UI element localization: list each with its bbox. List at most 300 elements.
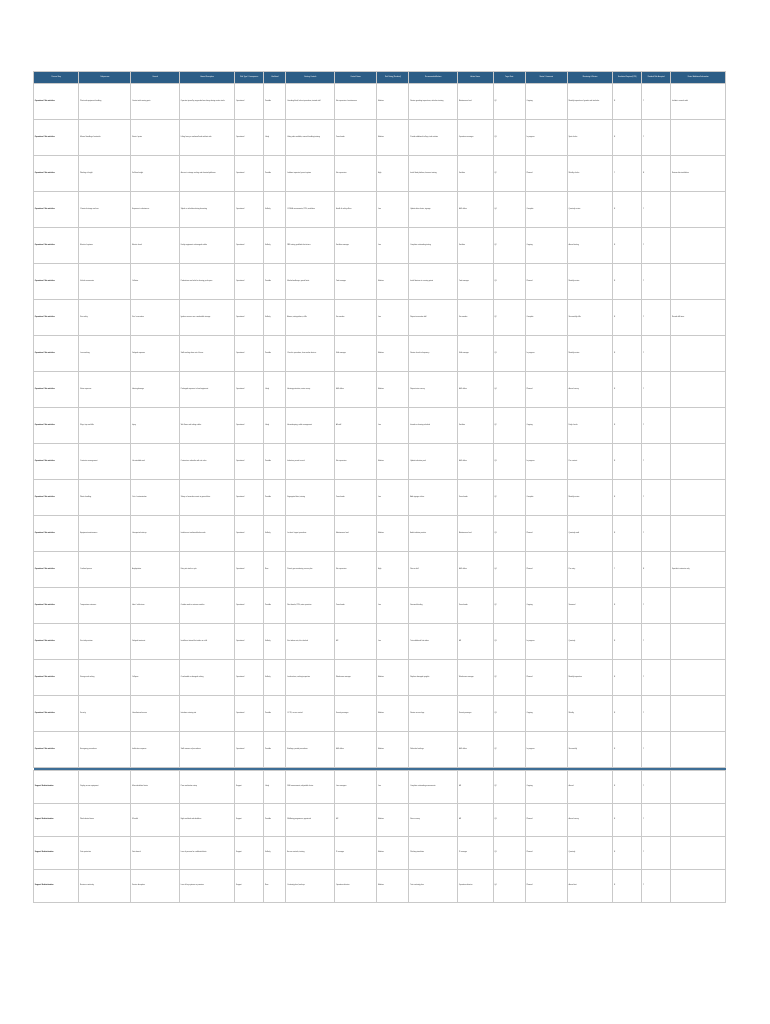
table-cell: Support / Administration [34,870,79,903]
table-cell: N [613,837,642,870]
column-header: Monitoring & Review [567,72,612,84]
table-cell: Q4 [493,192,525,228]
table-row [34,552,726,588]
table-cell: Ladders inspected; permit system [286,156,335,192]
table-cell: Wellbeing programme; appraisals [286,804,335,837]
table-cell: Annual survey [567,372,612,408]
table-cell: IT manager [335,837,377,870]
table-row [34,408,726,444]
table-cell: Install barriers at crossing points [409,264,458,300]
table-cell: Operational [235,696,264,732]
table-cell: Y [642,192,671,228]
table-cell: Ongoing [525,771,567,804]
risk-register-table [33,71,726,903]
table-cell: Planned [525,804,567,837]
table-cell: Operational [235,156,264,192]
table-cell: Data breach [131,837,180,870]
table-cell: Medium [377,120,409,156]
table-cell: Loss of key systems or premises [179,870,234,903]
table-cell: Chemical storage and use [79,192,131,228]
table-cell: Low [377,300,409,336]
table-cell: Q3 [493,837,525,870]
table-cell: Line managers [335,771,377,804]
table-cell: N [613,408,642,444]
table-cell: Medium [377,732,409,768]
table-cell: Medium [377,444,409,480]
table-cell: Weekly [567,696,612,732]
table-cell: Operational [235,84,264,120]
table-cell: Six-monthly drills [567,300,612,336]
table-cell: Ignition sources near combustible storage [179,300,234,336]
table-cell [671,264,726,300]
table-cell: N [613,870,642,903]
table-cell: Operations / Site activities [34,444,79,480]
table-cell: Operational [235,516,264,552]
table-cell: Low [377,408,409,444]
table-cell: Update induction pack [409,444,458,480]
table-cell: N [613,192,642,228]
table-cell: Q3 [493,264,525,300]
table-cell: Operational [235,264,264,300]
table-cell: Planned [525,156,567,192]
table-cell: Update data sheets; signage [409,192,458,228]
table-cell: H&S officer [335,372,377,408]
table-cell [671,120,726,156]
table-cell: Introduce cleaning schedule [409,408,458,444]
table-cell: Support / Administration [34,804,79,837]
table-cell: Housekeeping; cable management [286,408,335,444]
table-cell: Medium [377,696,409,732]
table-cell: Audit isolation practice [409,516,458,552]
column-header: Control Owner [335,72,377,84]
table-cell: H&S officer [458,192,494,228]
table-cell: Check-in procedure; lone worker devices [286,336,335,372]
table-cell: Possible [264,264,286,300]
table-cell: Facilities manager [335,228,377,264]
table-cell: Service disruption [131,870,180,903]
table-cell: Low [377,228,409,264]
table-cell: Sharp or hazardous waste in general bins [179,480,234,516]
table-cell: HR [458,771,494,804]
table-cell: Medium [377,264,409,300]
table-cell: Pedestrians and vehicles sharing yard space [179,264,234,300]
table-cell: Specialist contractor only [671,552,726,588]
table-cell: Prolonged exposure to loud equipment [179,372,234,408]
table-cell: Operational [235,588,264,624]
table-cell: Operational [235,732,264,768]
table-cell: Operations / Site activities [34,480,79,516]
column-header: Residual Risk Accepted [642,72,671,84]
table-cell: Site supervisor [335,444,377,480]
table-cell: Likely [264,771,286,804]
table-cell: Y [642,300,671,336]
table-cell: Q3 [493,336,525,372]
table-cell: High [377,156,409,192]
table-cell: Q2 [493,771,525,804]
table-cell: N [613,588,642,624]
table-cell: Repeat noise survey [409,372,458,408]
table-cell: Q2 [493,84,525,120]
table-cell: Monthly review [567,480,612,516]
table-cell: In progress [525,732,567,768]
table-cell: Site supervisor [335,156,377,192]
table-cell: Q4 [493,870,525,903]
table-cell: Shift manager [458,336,494,372]
table-cell: Y [642,516,671,552]
table-cell: Team leader [335,480,377,516]
table-row [34,588,726,624]
table-cell: Q3 [493,804,525,837]
table-row [34,804,726,837]
table-cell: Facilities [458,408,494,444]
table-cell: Y [642,696,671,732]
table-cell: Y [642,444,671,480]
table-cell: Seasonal [567,588,612,624]
table-cell: Monthly review [567,336,612,372]
table-cell: Possible [264,804,286,837]
table-cell: Lifting heavy or awkward loads without aids [179,120,234,156]
column-header: Existing Controls [286,72,335,84]
table-cell: Maintenance lead [335,516,377,552]
table-cell: Work-related stress [79,804,131,837]
table-cell: Monthly inspection [567,660,612,696]
column-header: Action Owner [458,72,494,84]
table-cell [671,624,726,660]
table-cell [671,837,726,870]
table-cell: Review after installation [671,156,726,192]
table-cell: Ineffective response [131,732,180,768]
table-row [34,624,726,660]
table-row [34,264,726,300]
table-cell: Y [642,372,671,408]
table-cell: First aiders rota; kits checked [286,624,335,660]
table-cell: Unlikely [264,300,286,336]
table-cell: Complete outstanding assessments [409,771,458,804]
column-header: Risk Rating (Residual) [377,72,409,84]
spreadsheet [33,71,711,964]
table-cell: Loss of personal or confidential data [179,837,234,870]
column-header: Process Step [34,72,79,84]
table-cell: Unlikely [264,660,286,696]
table-cell: Medium [377,804,409,837]
table-cell: Delayed response [131,336,180,372]
table-row [34,192,726,228]
table-cell: H&S officer [458,732,494,768]
table-cell: Planned [525,552,567,588]
table-row [34,228,726,264]
table-cell: Exposure to substances [131,192,180,228]
table-cell: Medium [377,372,409,408]
table-cell: N [613,480,642,516]
table-cell: Permit; gas monitoring; rescue plan [286,552,335,588]
table-cell: High workload and deadlines [179,804,234,837]
table-cell: Test continuity plan [409,870,458,903]
column-header: Sub-process [79,72,131,84]
table-cell: Data protection [79,837,131,870]
table-cell: Operations / Site activities [34,156,79,192]
table-cell: Operations / Site activities [34,552,79,588]
table-cell: Ongoing [525,228,567,264]
table-cell: Support [235,837,264,870]
table-cell: Operations / Site activities [34,408,79,444]
table-cell: Intruders entering site [179,696,234,732]
column-header: Recommended Actions [409,72,458,84]
table-cell: In progress [525,624,567,660]
table-cell: Operations / Site activities [34,624,79,660]
table-cell: Entry into tanks or pits [179,552,234,588]
table-cell: Review access logs [409,696,458,732]
table-cell: Stress survey [409,804,458,837]
table-cell [671,771,726,804]
table-cell: Q3 [493,444,525,480]
column-header: Risk Type / Consequence [235,72,264,84]
table-cell: N [613,372,642,408]
table-cell: Q2 [493,156,525,192]
table-cell [671,516,726,552]
table-cell: Warehouse manager [458,660,494,696]
table-cell: Likely [264,372,286,408]
table-cell: N [613,264,642,300]
table-cell: HR [458,804,494,837]
table-cell: Unlikely [264,837,286,870]
table-cell: Operations / Site activities [34,516,79,552]
table-cell: Y [642,264,671,300]
table-cell: In progress [525,336,567,372]
table-cell: All staff [335,408,377,444]
table-cell: Provide additional trolleys; task rotation [409,120,458,156]
table-cell: Facilities [458,228,494,264]
table-cell: Operational [235,624,264,660]
table-cell: Induction; permit to work [286,444,335,480]
table-cell: N [613,336,642,372]
table-cell: Access controls; training [286,837,335,870]
table-cell: Quarterly audit [567,516,612,552]
table-cell: Possible [264,732,286,768]
table-cell: Q2 [493,408,525,444]
table-cell: N [613,120,642,156]
column-header: Target Date [493,72,525,84]
table-cell: H&S officer [458,372,494,408]
table-cell: Low [377,192,409,228]
table-cell: Spot checks [567,120,612,156]
table-cell: Lockout / tagout procedure [286,516,335,552]
table-cell: Operations / Site activities [34,336,79,372]
table-row [34,444,726,480]
table-cell: In progress [525,444,567,480]
table-cell: H&S officer [458,552,494,588]
table-cell: Q2 [493,588,525,624]
table-cell: Staff working alone out of hours [179,336,234,372]
column-header: Hazard Description [179,72,234,84]
table-cell [671,372,726,408]
table-cell: Load notices; racking inspection [286,660,335,696]
table-cell: Phishing simulation [409,837,458,870]
table-cell: Operations / Site activities [34,588,79,624]
table-cell: Collision [131,264,180,300]
table-cell: Team leader [458,480,494,516]
table-row [34,660,726,696]
table-cell: Operational [235,444,264,480]
table-cell: Operations / Site activities [34,192,79,228]
table-cell: N [613,696,642,732]
table-cell: Fire safety [79,300,131,336]
table-cell: Outdoor work in extreme weather [179,588,234,624]
table-row [34,372,726,408]
table-cell: PAT testing; qualified electricians [286,228,335,264]
table-cell: Operational [235,192,264,228]
table-row [34,732,726,768]
table-cell: Monthly inspection of guards and interlocks [567,84,612,120]
table-cell: DSE assessments; adjustable chairs [286,771,335,804]
table-cell: IT manager [458,837,494,870]
table-cell: N [613,660,642,696]
table-cell: Y [642,771,671,804]
table-cell: Warehouse manager [335,660,377,696]
table-cell: Planned [525,372,567,408]
table-cell: Operations / Site activities [34,264,79,300]
table-cell: Support / Administration [34,837,79,870]
table-cell: Team leader [458,588,494,624]
table-cell: Wet floors and trailing cables [179,408,234,444]
table-cell: Operations / Site activities [34,300,79,336]
table-cell: Q3 [493,516,525,552]
table-cell: Refresher briefings [409,732,458,768]
table-cell: Operational [235,408,264,444]
table-cell: Fire warden [335,300,377,336]
table-cell: Ongoing [525,696,567,732]
table-cell [671,732,726,768]
table-cell: Operations director [458,870,494,903]
table-cell [671,696,726,732]
table-cell: Train additional first aiders [409,624,458,660]
table-cell: H&S officer [335,732,377,768]
table-cell: Medium [377,84,409,120]
table-cell: Injury [131,408,180,444]
table-cell: Review check-in frequency [409,336,458,372]
table-cell: Annual testing [567,228,612,264]
table-cell: Unauthorised access [131,696,180,732]
table-cell: Planned [525,516,567,552]
table-cell: Operations / Site activities [34,228,79,264]
table-cell: CCTV; access control [286,696,335,732]
table-cell: Operational [235,300,264,336]
table-cell: Unlikely [264,192,286,228]
table-cell: Quarterly [567,837,612,870]
table-cell: Y [642,480,671,516]
table-cell: Security manager [458,696,494,732]
table-cell: Operations / Site activities [34,696,79,732]
table-cell: Hearing damage [131,372,180,408]
table-cell: Support / Administration [34,771,79,804]
table-cell: Marked walkways; speed limits [286,264,335,300]
table-cell: Unlikely [264,228,286,264]
table-cell: Y [642,228,671,264]
table-cell: High [377,552,409,588]
table-cell: Y [642,84,671,120]
table-cell: Y [642,624,671,660]
table-cell: Likely [264,120,286,156]
table-cell [671,660,726,696]
table-cell: Equipment maintenance [79,516,131,552]
table-cell: Plant and equipment handling [79,84,131,120]
table-cell: Operations / Site activities [34,660,79,696]
table-cell: Operations manager [458,120,494,156]
table-cell: Annual test [567,870,612,903]
table-cell: Possible [264,84,286,120]
table-cell: Team leader [335,588,377,624]
table-cell: Y [642,837,671,870]
table-cell: Continuity plan; backups [286,870,335,903]
column-header: Notes / Additional Information [671,72,726,84]
table-cell: N [613,516,642,552]
table-cell: Delayed treatment [131,624,180,660]
table-cell: Review guarding inspections; refresher training [409,84,458,120]
table-cell: Operations director [335,870,377,903]
table-cell: Support [235,771,264,804]
table-cell: Low [377,480,409,516]
table-row [34,156,726,192]
table-cell: N [642,156,671,192]
table-cell: Contractor management [79,444,131,480]
table-cell: Q4 [493,552,525,588]
table-cell: Rest breaks; PPE; water provision [286,588,335,624]
table-cell: Ongoing [525,408,567,444]
table-cell: Operational [235,480,264,516]
table-cell: Unlikely [264,516,286,552]
table-cell: Record drill times [671,300,726,336]
table-cell: Y [642,732,671,768]
table-row [34,837,726,870]
table-cell: Q2 [493,660,525,696]
column-header: Hazard [131,72,180,84]
table-row [34,870,726,903]
table-cell: Medium [377,660,409,696]
table-cell: Unexpected start-up [131,516,180,552]
table-cell: Complete [525,192,567,228]
table-cell: Ongoing [525,84,567,120]
table-cell: Low [377,624,409,660]
table-cell: Q2 [493,732,525,768]
table-cell: Staff unaware of procedures [179,732,234,768]
column-header: Likelihood [264,72,286,84]
table-cell: Insufficient trained first aiders on shift [179,624,234,660]
table-cell: Annual [567,771,612,804]
table-cell: Operations / Site activities [34,120,79,156]
table-cell: Operational [235,552,264,588]
table-cell: Include in annual audit [671,84,726,120]
table-cell: Repeat evacuation drill [409,300,458,336]
table-cell: Operational [235,372,264,408]
table-cell [671,804,726,837]
table-cell: Possible [264,444,286,480]
table-cell: Asphyxiation [131,552,180,588]
table-cell: Quarterly review [567,192,612,228]
table-cell: Operational [235,120,264,156]
table-cell: N [613,300,642,336]
table-row [34,771,726,804]
table-cell: H&S officer [458,444,494,480]
table-cell: Maintenance lead [458,516,494,552]
table-cell: Uncontrolled work [131,444,180,480]
table-cell: Hearing protection; noise survey [286,372,335,408]
table-cell: HR [335,804,377,837]
table-cell [671,588,726,624]
table-cell: Rare [264,870,286,903]
table-cell: Security [79,696,131,732]
column-header: Escalation Required (Y/N) [613,72,642,84]
table-row [34,480,726,516]
table-cell: Operations / Site activities [34,84,79,120]
